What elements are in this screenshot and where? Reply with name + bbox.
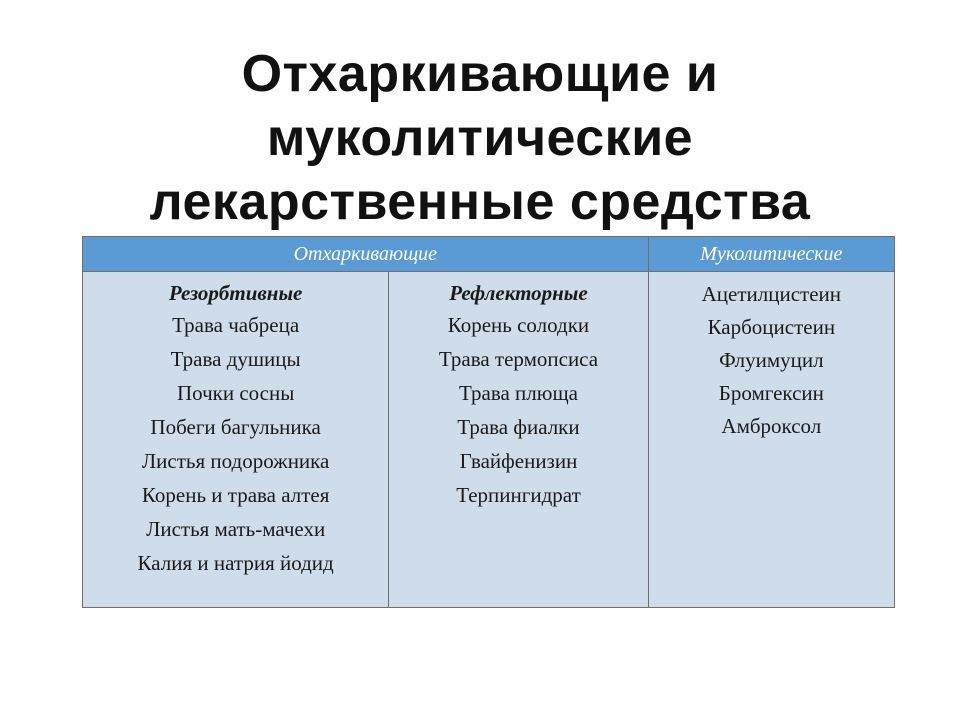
list-item: Амброксол (721, 414, 822, 438)
table-header-row (83, 237, 895, 272)
list-item: Калия и натрия йодид (137, 551, 334, 575)
list-item: Трава плюща (458, 381, 578, 405)
table-body-row (83, 272, 895, 608)
list-item: Трава термопсиса (438, 347, 599, 371)
list-item: Листья мать-мачехи (146, 517, 326, 541)
title-line-2: муколитические (266, 109, 694, 167)
list-item: Побеги багульника (150, 415, 321, 439)
title-line-3: лекарственные средства (149, 173, 811, 231)
list-item: Листья подорожника (141, 449, 330, 473)
list-item: Трава фиалки (457, 415, 580, 439)
list-item: Трава чабреца (172, 313, 300, 337)
list-item: Гвайфенизин (459, 449, 578, 473)
subheading-resorptive: Резорбтивные (168, 281, 303, 305)
column-resorptive (83, 272, 389, 608)
header-mucolytics: Муколитические (648, 237, 894, 272)
list-item: Карбоцистеин (707, 315, 836, 339)
title-line-1: Отхаркивающие и (241, 45, 719, 103)
list-item: Почки сосны (176, 381, 295, 405)
column-mucolytic (648, 272, 894, 608)
list-item: Корень солодки (447, 313, 590, 337)
subheading-reflex: Рефлекторные (449, 281, 588, 305)
drug-classification-table (82, 236, 895, 608)
list-item: Терпингидрат (456, 483, 581, 507)
list-item: Бромгексин (718, 381, 824, 405)
list-item: Трава душицы (170, 347, 301, 371)
list-item: Корень и трава алтея (141, 483, 330, 507)
page-title (0, 42, 960, 234)
column-reflex (389, 272, 648, 608)
list-item: Флуимуцил (719, 348, 824, 372)
header-expectorants: Отхаркивающие (83, 237, 649, 272)
list-item: Ацетилцистеин (701, 282, 842, 306)
